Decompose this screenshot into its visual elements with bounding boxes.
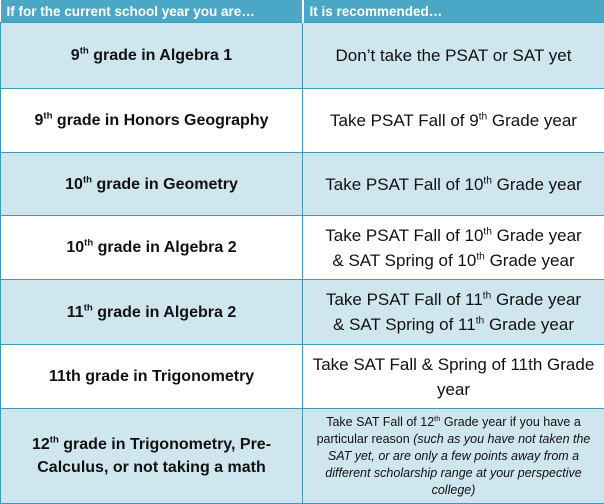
recommendation-text: Take PSAT Fall of 11 [325,290,483,309]
recommendation-text: Grade year [484,315,574,334]
recommendation-cell [303,89,604,153]
table-row [1,280,604,345]
recommendation-line [307,312,600,337]
ordinal-suffix: th [483,174,492,186]
recommendation-text: Take PSAT Fall of 10 [325,225,484,245]
recommendation-text: Grade year [491,225,582,245]
recommendation-text: Don’t take the PSAT or SAT yet [335,46,572,65]
table-row [1,216,604,280]
ordinal-suffix: th [79,45,89,57]
recommendation-cell [303,216,604,280]
ordinal-suffix: th [83,302,93,314]
recommendation-text: Grade year [491,174,582,194]
table-row [1,409,604,504]
ordinal-suffix: th [82,174,93,186]
grade-course: grade in Algebra 1 [88,47,233,64]
recommendation-text: & SAT Spring of 11 [333,315,476,334]
grade-text: 11th grade in Trigonometry [48,368,255,385]
recommendation-text: Grade year [487,111,577,130]
ordinal-suffix: th [49,434,59,446]
recommendation-cell [303,153,604,216]
recommendation-note: (such as you have not taken the SAT yet, or are only a few points away from a different scholarship range at your perspective college) [325,431,591,497]
ordinal-suffix: th [476,250,485,262]
recommendation-line [307,287,600,312]
grade-course: grade in Algebra 2 [93,239,237,256]
recommendation-line [307,248,600,273]
grade-cell [1,23,303,89]
table-row [1,153,604,216]
grade-cell [1,345,303,409]
grade-course: grade in Trigonometry, Pre-Calculus, or not taking a math [37,436,272,476]
table-row [1,345,604,409]
recommendation-text: Grade year if you have a particular reason [316,414,581,446]
grade-cell [1,89,303,153]
recommendation-cell [303,280,604,345]
grade-cell [1,409,303,504]
grade-cell [1,216,303,280]
table-row [1,89,604,153]
grade-course: grade in Honors Geography [52,112,269,129]
ordinal-suffix: th [482,290,492,302]
recommendation-cell [303,23,604,89]
ordinal-suffix: th [434,413,441,423]
grade-cell [1,153,303,216]
grade-number: 10 [66,239,85,256]
ordinal-suffix: th [478,111,488,123]
recommendation-text: Take PSAT Fall of 9 [330,111,479,130]
ordinal-suffix: th [475,315,485,327]
ordinal-suffix: th [483,225,492,237]
table-row [1,23,604,89]
recommendation-line [307,223,600,248]
recommendation-text: Take SAT Fall & Spring of 11th Grade year [312,354,595,399]
grade-number: 9 [34,112,44,129]
ordinal-suffix: th [43,110,53,122]
grade-number: 10 [65,175,83,193]
header-current-year: If for the current school year you are… [1,0,303,23]
grade-course: grade in Algebra 2 [92,303,237,321]
recommendation-text: Take SAT Fall of 12 [326,414,435,429]
ordinal-suffix: th [84,237,94,249]
recommendation-cell [303,409,604,504]
recommendation-text: Take PSAT Fall of 10 [325,174,484,194]
recommendation-text: & SAT Spring of 10 [332,250,477,270]
header-recommended: It is recommended… [303,0,604,23]
recommendation-cell [303,345,604,409]
recommendation-text: Grade year [491,290,582,309]
recommendation-text: Grade year [484,250,575,270]
table-header-row [1,0,604,23]
grade-cell [1,280,303,345]
grade-number: 9 [70,47,80,64]
grade-number: 12 [31,436,50,453]
grade-number: 11 [66,303,84,321]
grade-course: grade in Geometry [92,175,238,193]
